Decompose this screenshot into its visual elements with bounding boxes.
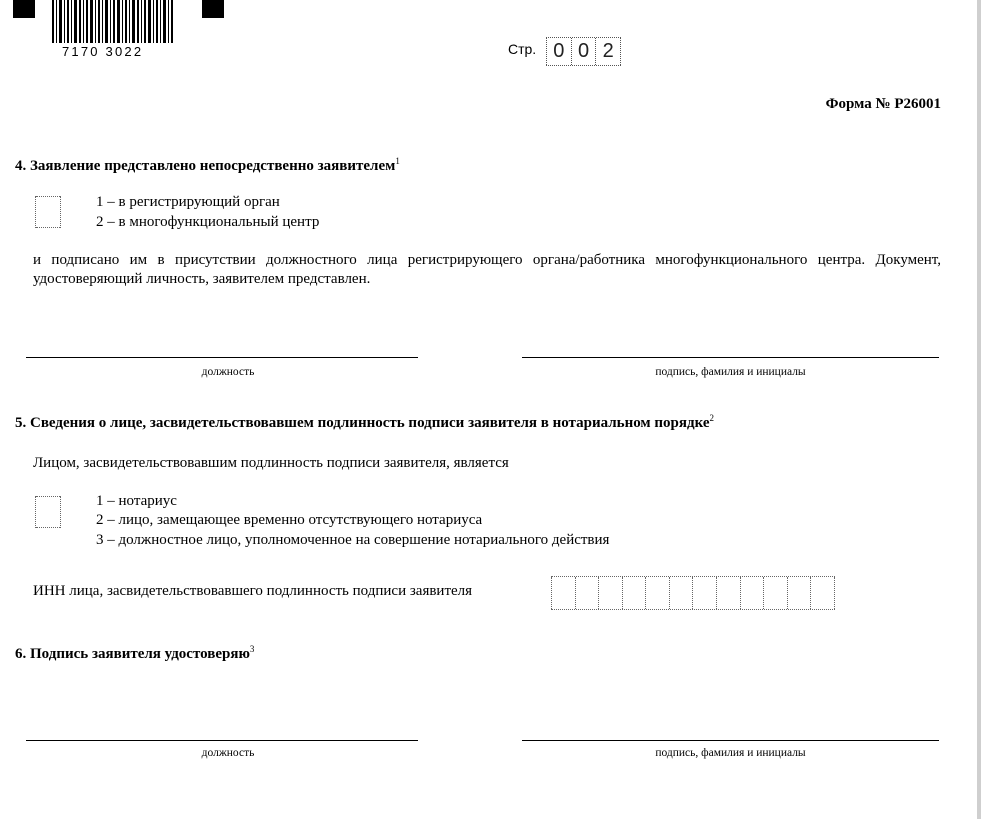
inn-cell[interactable]	[716, 577, 740, 609]
section4-paragraph: и подписано им в присутствии должностного лица регистрирующего органа/работника многофункционального центра. Документ, удостоверяющий личность, заявителем представлен.	[33, 252, 941, 287]
position-line[interactable]	[26, 357, 418, 358]
section5-intro: Лицом, засвидетельствовавшим подлинность подписи заявителя, является	[33, 455, 509, 471]
inn-cell[interactable]	[598, 577, 622, 609]
section5-option-3: 3 – должностное лицо, уполномоченное на совершение нотариального действия	[96, 532, 610, 548]
footnote-marker: 2	[709, 413, 715, 423]
page-label: Стр.	[508, 41, 537, 57]
section4-option-1: 1 – в регистрирующий орган	[96, 194, 280, 210]
form-code: Форма № Р26001	[825, 96, 941, 112]
section5-option-2: 2 – лицо, замещающее временно отсутствующего нотариуса	[96, 512, 483, 528]
page-digit: 2	[595, 38, 621, 65]
barcode-marker-right	[202, 0, 224, 18]
inn-cell[interactable]	[622, 577, 646, 609]
barcode	[52, 0, 173, 43]
caption-signature: подпись, фамилия и инициалы	[655, 366, 806, 378]
position-line[interactable]	[26, 740, 418, 741]
section6-title: 6. Подпись заявителя удостоверяю$^3$	[15, 644, 255, 662]
section4-option-2: 2 – в многофункциональный центр	[96, 214, 320, 230]
barcode-marker-left	[13, 0, 35, 18]
signature-line[interactable]	[522, 357, 939, 358]
page-number-boxes	[546, 37, 621, 66]
section4-checkbox[interactable]	[35, 196, 61, 228]
signature-line[interactable]	[522, 740, 939, 741]
page-edge	[977, 0, 981, 819]
inn-cell[interactable]	[669, 577, 693, 609]
inn-cell[interactable]	[763, 577, 787, 609]
section5-option-1: 1 – нотариус	[96, 493, 177, 509]
page-digit: 0	[546, 38, 571, 65]
caption-position: должность	[201, 747, 255, 759]
footnote-marker: 1	[395, 156, 400, 166]
caption-signature: подпись, фамилия и инициалы	[655, 747, 806, 759]
page-digit: 0	[571, 38, 596, 65]
inn-cell[interactable]	[575, 577, 599, 609]
inn-cell[interactable]	[810, 577, 835, 609]
section4-title: 4. Заявление представлено непосредственно заявителем$^1$	[15, 156, 400, 174]
inn-cell[interactable]	[692, 577, 716, 609]
barcode-number: 7170 3022	[62, 44, 144, 59]
inn-cell[interactable]	[645, 577, 669, 609]
inn-label: ИНН лица, засвидетельствовавшего подлинность подписи заявителя	[33, 583, 473, 599]
footnote-marker: 3	[249, 644, 255, 654]
section5-checkbox[interactable]	[35, 496, 61, 528]
inn-cell[interactable]	[787, 577, 811, 609]
inn-cell[interactable]	[551, 577, 575, 609]
caption-position: должность	[201, 366, 255, 378]
inn-input[interactable]	[551, 576, 835, 610]
section5-title: 5. Сведения о лице, засвидетельствовавшем подлинность подписи заявителя в нотариальном порядке$^2$	[15, 413, 715, 431]
inn-cell[interactable]	[740, 577, 764, 609]
